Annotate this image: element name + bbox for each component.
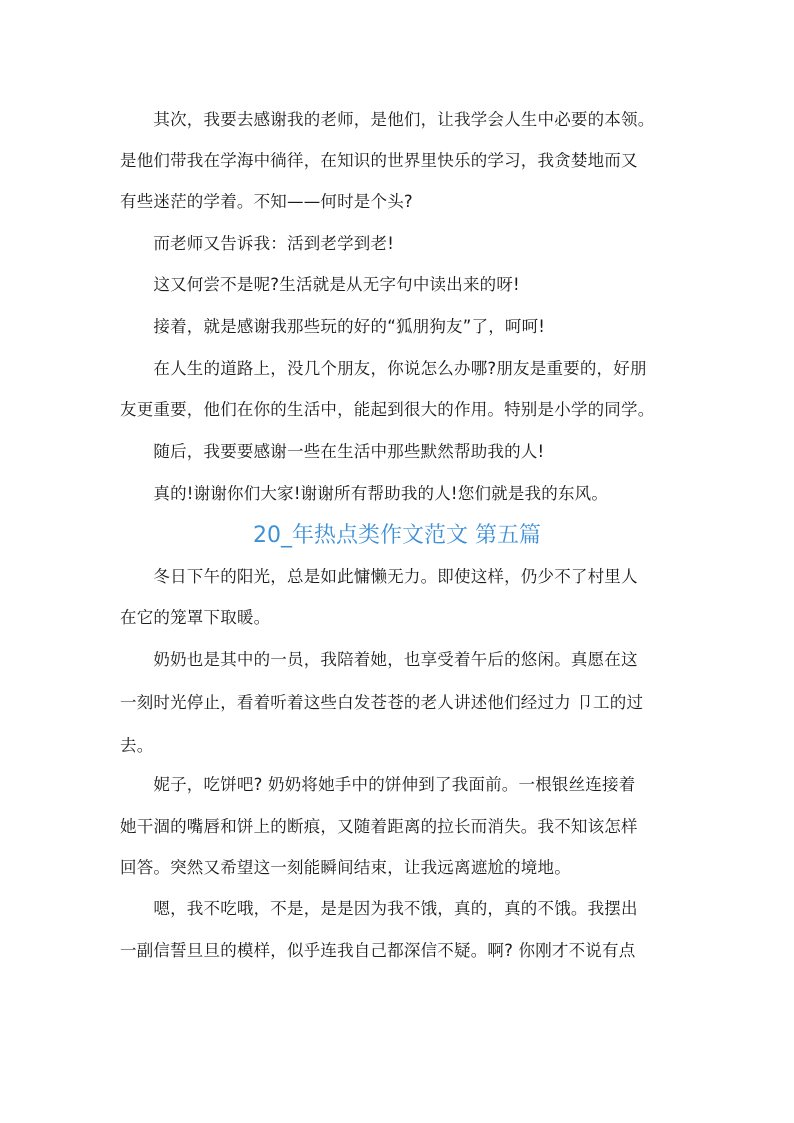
text-line: 而老师又告诉我：活到老学到老! xyxy=(120,234,395,253)
text-line: 在人生的道路上，没几个朋友，你说怎么办哪?朋友是重要的，好朋 xyxy=(120,359,647,378)
text-line: 友更重要，他们在你的生活中，能起到很大的作用。特别是小学的同学。 xyxy=(120,400,655,419)
text-line: 嗯，我不吃哦，不是，是是因为我不饿，真的，真的不饿。我摆出 xyxy=(120,899,638,918)
text-line: 冬日下午的阳光，总是如此慵懒无力。即使这样，仍少不了村里人 xyxy=(120,567,638,586)
text-line: 有些迷茫的学着。不知——何时是个头? xyxy=(120,192,413,211)
text-line: 去。 xyxy=(120,736,154,755)
text-line: 接着，就是感谢我那些玩的好的“狐朋狗友”了，呵呵! xyxy=(120,317,546,336)
section-heading: 20_年热点类作文范文 第五篇 xyxy=(253,523,541,548)
text-line: 在它的笼罩下取暖。 xyxy=(120,608,271,627)
text-line: 真的!谢谢你们大家!谢谢所有帮助我的人!您们就是我的东风。 xyxy=(120,484,609,503)
text-line: 一刻时光停止，看着听着这些白发苍苍的老人讲述他们经过力 卩工的过 xyxy=(120,693,644,712)
text-line: 是他们带我在学海中徜徉，在知识的世界里快乐的学习，我贪婪地而又 xyxy=(120,151,638,170)
text-line: 她干涸的嘴唇和饼上的断痕，又随着距离的拉长而消失。我不知该怎样 xyxy=(120,817,638,836)
text-line: 随后，我要要感谢一些在生活中那些默然帮助我的人! xyxy=(120,442,545,461)
text-line: 其次，我要去感谢我的老师，是他们，让我学会人生中必要的本领。 xyxy=(120,110,655,129)
text-line: 一副信誓旦旦的模样，似乎连我自己都深信不疑。啊? 你刚才不说有点 xyxy=(120,941,636,960)
text-line: 回答。突然又希望这一刻能瞬间结束，让我远离遮尬的境地。 xyxy=(120,858,571,877)
text-line: 奶奶也是其中的一员，我陪着她，也享受着午后的悠闲。真愿在这 xyxy=(120,650,638,669)
text-line: 这又何尝不是呢?生活就是从无字句中读出来的呀! xyxy=(120,275,520,294)
text-line: 妮子，吃饼吧? 奶奶将她手中的饼伸到了我面前。一根银丝连接着 xyxy=(120,775,636,794)
